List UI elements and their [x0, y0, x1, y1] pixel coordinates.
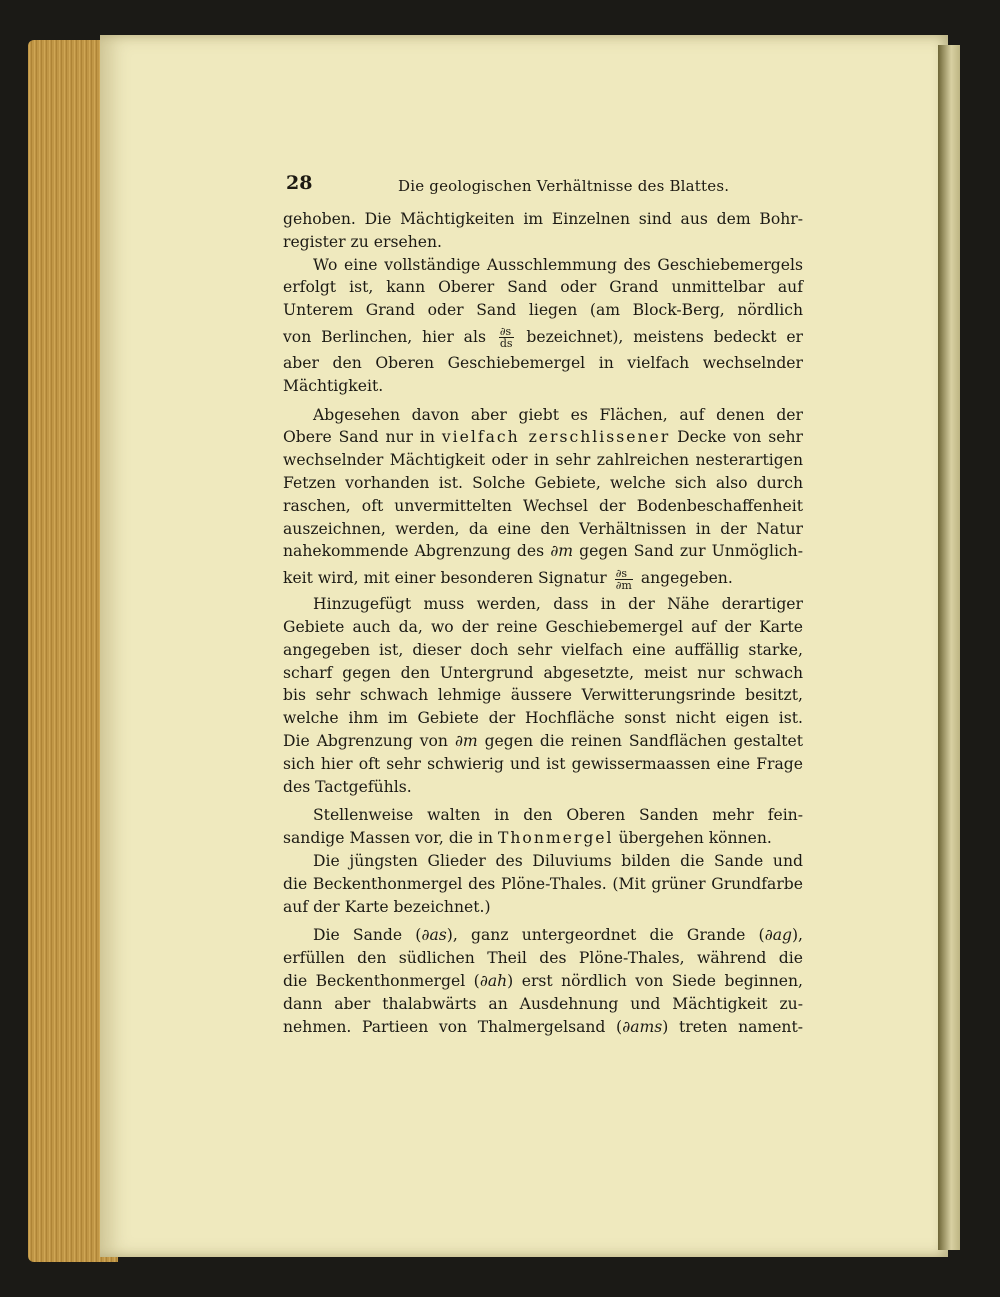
text-fragment: bezeichnet), meistens bedeckt er: [526, 327, 803, 346]
text-fragment: von Berlinchen, hier als: [283, 327, 486, 346]
body-text: [283, 208, 803, 1038]
text-fragment: ),: [791, 926, 804, 945]
text-line: gehoben. Die Mächtigkeiten im Einzelnen sind aus dem Bohr-: [283, 210, 803, 228]
text-line: Abgesehen davon aber giebt es Flächen, auf denen der: [313, 405, 803, 424]
text-line: [283, 730, 803, 753]
text-line: Unterem Grand oder Sand liegen (am Block-Berg, nördlich: [283, 301, 803, 320]
text-fragment: keit wird, mit einer besonderen Signatur: [283, 569, 607, 588]
text-fragment: Die Sande (: [313, 926, 422, 945]
symbol-dm: ∂m: [454, 731, 478, 750]
fraction-denominator: ∂m: [615, 578, 632, 592]
text-line: erfüllen den südlichen Theil des Plöne-Thales, während die: [283, 949, 803, 968]
page-header: [286, 172, 806, 202]
text-line: [283, 540, 803, 563]
text-line: aber den Oberen Geschiebemergel in vielfach wechselnder: [283, 353, 803, 372]
fraction-numerator: ∂s: [615, 568, 633, 580]
text-line: raschen, oft unvermittelten Wechsel der Bodenbeschaffenheit: [283, 496, 803, 515]
text-line: Hinzugefügt muss werden, dass in der Nähe derartiger: [313, 595, 803, 614]
text-line: angegeben ist, dieser doch sehr vielfach eine auffällig starke,: [283, 640, 803, 659]
text-line: welche ihm im Gebiete der Hochfläche sonst nicht eigen ist.: [283, 709, 803, 728]
text-line: [283, 426, 803, 449]
symbol-fraction-ds: [499, 326, 514, 349]
text-line: register zu ersehen.: [283, 232, 442, 251]
text-line: erfolgt ist, kann Oberer Sand oder Grand unmittelbar auf: [283, 278, 803, 297]
text-line: scharf gegen den Untergrund abgesetzte, meist nur schwach: [283, 663, 803, 682]
book-gutter: [938, 45, 960, 1250]
text-fragment: ), ganz untergeordnet die Grande (: [446, 926, 765, 945]
text-line: sich hier oft sehr schwierig und ist gewissermaassen eine Frage: [283, 754, 803, 773]
page-number: 28: [286, 172, 313, 194]
text-line: [283, 563, 803, 593]
text-fragment: gegen Sand zur Unmöglich-: [579, 542, 803, 561]
symbol-dag: ∂ag: [764, 926, 792, 945]
text-line: des Tactgefühls.: [283, 777, 412, 796]
text-fragment-spaced: vielfach zerschlissener: [441, 428, 671, 447]
text-fragment: gegen die reinen Sandflächen gestaltet: [484, 731, 803, 750]
symbol-dah: ∂ah: [479, 971, 508, 990]
text-fragment: ) erst nördlich von Siede beginnen,: [507, 971, 803, 990]
text-fragment: übergehen können.: [618, 829, 772, 848]
symbol-dm: ∂m: [550, 542, 574, 561]
text-line: wechselnder Mächtigkeit oder in sehr zahlreichen nesterartigen: [283, 451, 803, 470]
text-line: Mächtigkeit.: [283, 376, 384, 395]
text-line: [283, 1016, 803, 1039]
text-line: [283, 970, 803, 993]
text-fragment: nehmen. Partieen von Thalmergelsand (: [283, 1017, 623, 1036]
text-line: auszeichnen, werden, da eine den Verhältnissen in der Natur: [283, 519, 803, 538]
text-line: [283, 322, 803, 352]
text-line: [283, 827, 803, 850]
text-line: Fetzen vorhanden ist. Solche Gebiete, welche sich also durch: [283, 473, 803, 492]
text-line: Gebiete auch da, wo der reine Geschiebemergel auf der Karte: [283, 617, 803, 636]
text-line: Die jüngsten Glieder des Diluviums bilden die Sande und: [313, 851, 803, 870]
text-fragment: Die Abgrenzung von: [283, 731, 448, 750]
text-line: Stellenweise walten in den Oberen Sanden mehr fein-: [313, 806, 803, 825]
text-line: auf der Karte bezeichnet.): [283, 897, 491, 916]
text-fragment: angegeben.: [640, 569, 733, 588]
text-fragment: Decke von sehr: [677, 428, 803, 447]
symbol-das: ∂as: [421, 926, 447, 945]
text-line: [283, 924, 803, 947]
text-line: dann aber thalabwärts an Ausdehnung und Mächtigkeit zu-: [283, 994, 803, 1013]
text-fragment: ) treten nament-: [662, 1017, 804, 1036]
fraction-numerator: ∂s: [499, 326, 514, 338]
text-fragment: nahekommende Abgrenzung des: [283, 542, 545, 561]
symbol-fraction-dm: [615, 568, 633, 591]
text-fragment: sandige Massen vor, die in: [283, 829, 494, 848]
text-fragment: die Beckenthonmergel (: [283, 971, 480, 990]
running-title: Die geologischen Verhältnisse des Blattes.: [398, 177, 730, 195]
text-line: die Beckenthonmergel des Plöne-Thales. (Mit grüner Grundfarbe: [283, 874, 803, 893]
fraction-denominator: ds: [499, 337, 513, 351]
symbol-dams: ∂ams: [622, 1017, 663, 1036]
text-line: Wo eine vollständige Ausschlemmung des Geschiebemergels: [313, 255, 803, 274]
text-fragment: Obere Sand nur in: [283, 428, 435, 447]
text-line: bis sehr schwach lehmige äussere Verwitterungsrinde besitzt,: [283, 686, 803, 705]
text-fragment-spaced: Thonmergel: [497, 829, 614, 848]
